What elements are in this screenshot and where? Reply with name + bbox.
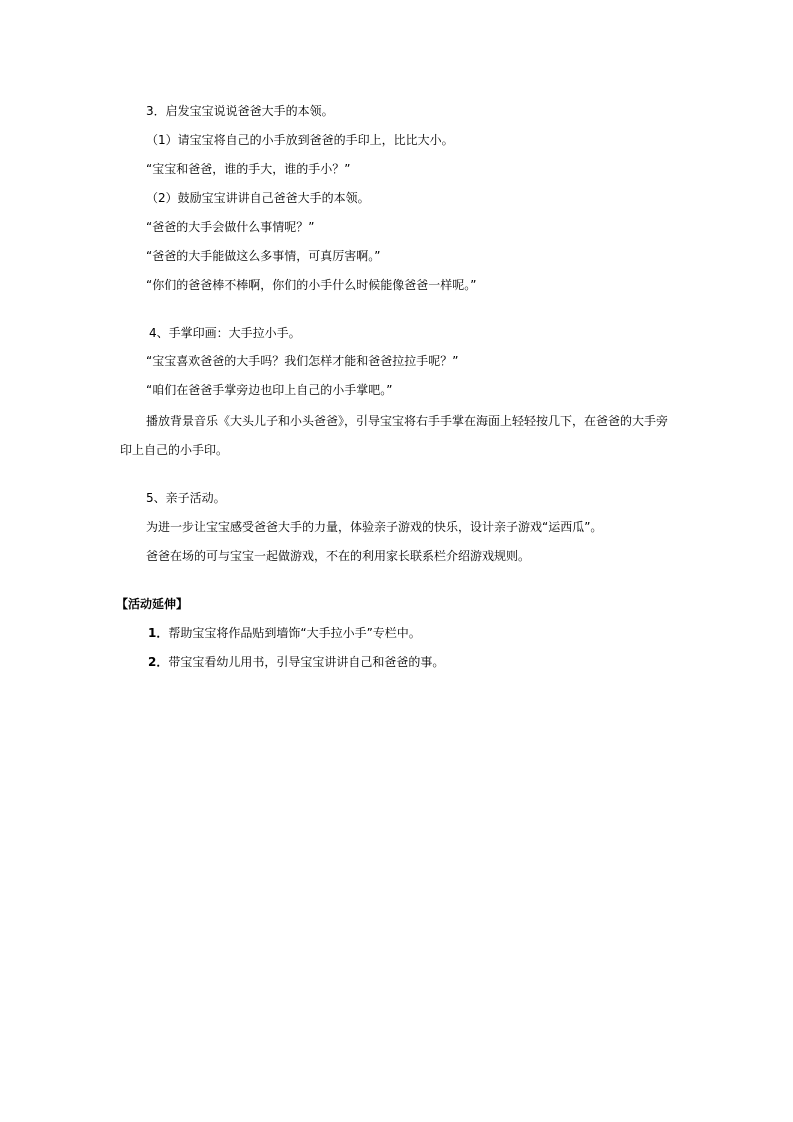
extension-item-2 (148, 654, 444, 670)
step4-paragraph-line1: 播放背景音乐《大头儿子和小头爸爸》，引导宝宝将右手手掌在海面上轻轻按几下，在爸爸的大手旁 (146, 414, 669, 428)
step3-quote4: “你们的爸爸棒不棒啊，你们的小手什么时候能像爸爸一样呢。” (146, 278, 477, 292)
step4-paragraph-line2: 印上自己的小手印。 (120, 443, 229, 457)
step4-heading: 4、手掌印画：大手拉小手。 (149, 326, 301, 340)
step3-sub1: （1）请宝宝将自己的小手放到爸爸的手印上，比比大小。 (146, 133, 454, 147)
step3-quote3: “爸爸的大手能做这么多事情，可真厉害啊。” (146, 249, 381, 263)
step5-paragraph1: 为进一步让宝宝感受爸爸大手的力量，体验亲子游戏的快乐，设计亲子游戏“运西瓜”。 (146, 520, 603, 534)
step3-heading: 3．启发宝宝说说爸爸大手的本领。 (146, 104, 334, 118)
step4-quote1: “宝宝喜欢爸爸的大手吗？我们怎样才能和爸爸拉拉手呢？” (146, 354, 459, 368)
extension-item-2-text: 带宝宝看幼儿用书，引导宝宝讲讲自己和爸爸的事。 (168, 655, 445, 669)
extension-item-2-number: 2． (148, 655, 169, 669)
extension-heading: 【活动延伸】 (116, 597, 189, 611)
step3-quote2: “爸爸的大手会做什么事情呢？” (146, 220, 315, 234)
step5-paragraph2: 爸爸在场的可与宝宝一起做游戏，不在的利用家长联系栏介绍游戏规则。 (146, 549, 531, 563)
extension-item-1-number: 1． (148, 626, 169, 640)
extension-item-1 (148, 625, 421, 641)
step3-sub2: （2）鼓励宝宝讲讲自己爸爸大手的本领。 (146, 191, 370, 205)
extension-item-1-text: 帮助宝宝将作品贴到墙饰“大手拉小手”专栏中。 (168, 626, 421, 640)
step5-heading: 5、亲子活动。 (146, 491, 226, 505)
step4-quote2: “咱们在爸爸手掌旁边也印上自己的小手掌吧。” (146, 383, 393, 397)
step3-quote1: “宝宝和爸爸，谁的手大，谁的手小？” (146, 162, 351, 176)
